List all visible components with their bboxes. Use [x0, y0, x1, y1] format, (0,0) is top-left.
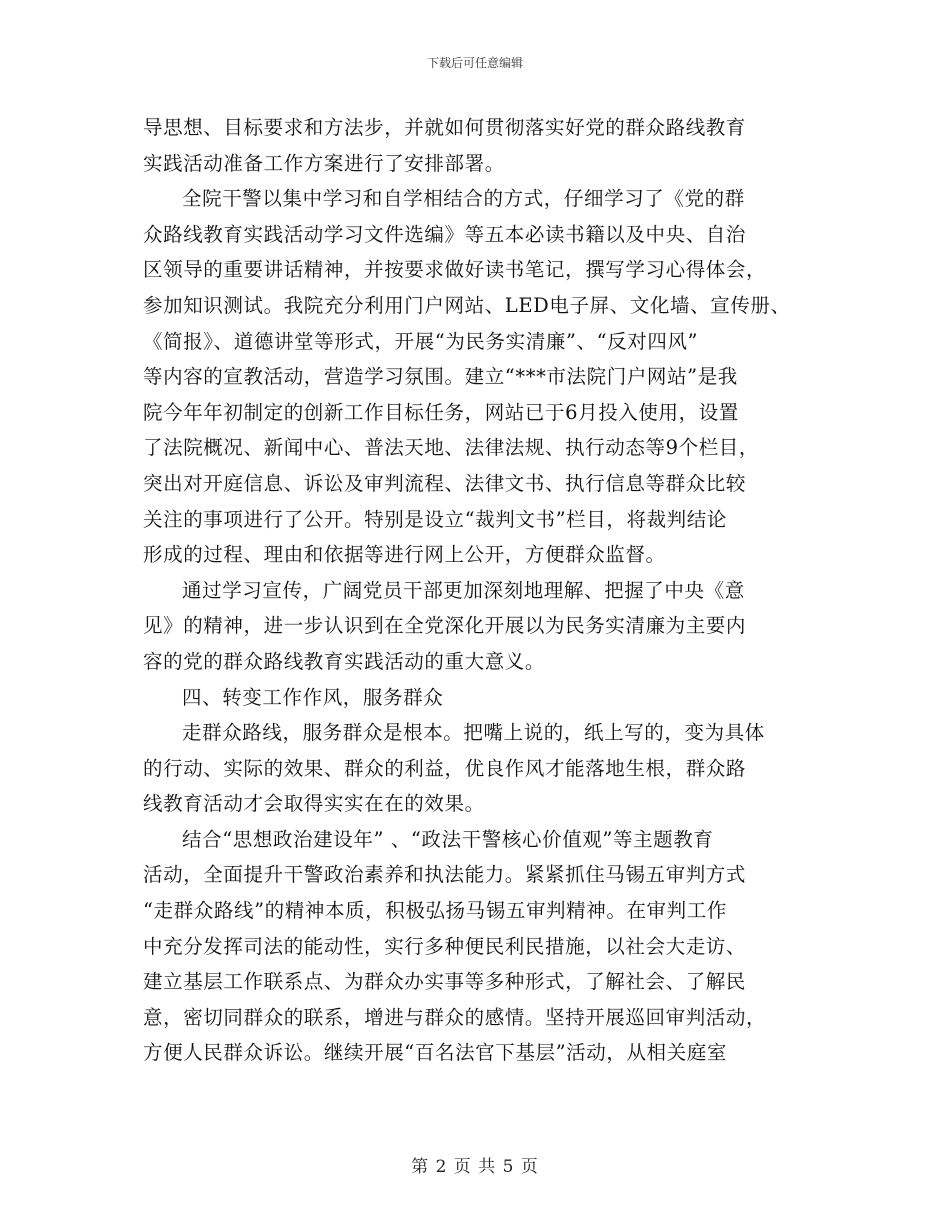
text-line: 区领导的重要讲话精神，并按要求做好读书笔记，撰写学习心得体会，	[143, 258, 767, 282]
text-line: 容的党的群众路线教育实践活动的重大意义。	[143, 649, 546, 673]
text-line: 见》的精神，进一步认识到在全党深化开展以为民务实清廉为主要内	[143, 614, 747, 638]
document-body	[143, 110, 823, 1071]
text-line: 导思想、目标要求和方法步，并就如何贯彻落实好党的群众路线教育	[143, 116, 747, 139]
text-line: 通过学习宣传，广阔党员干部更加深刻地理解、把握了中央《意	[182, 578, 745, 602]
text-line: 了法院概况、新闻中心、普法天地、法律法规、执行动态等9个栏目，	[143, 436, 760, 460]
text-line: 建立基层工作联系点、为群众办实事等多种形式，了解社会、了解民	[143, 970, 747, 994]
text-line: 线教育活动才会取得实实在在的效果。	[143, 792, 485, 816]
text-line: 众路线教育实践活动学习文件选编》等五本必读书籍以及中央、自治	[143, 222, 747, 246]
text-line: 形成的过程、理由和依据等进行网上公开，方便群众监督。	[143, 543, 666, 567]
text-line: 实践活动准备工作方案进行了安排部署。	[143, 151, 505, 175]
text-line: 意，密切同群众的联系，增进与群众的感情。坚持开展巡回审判活动，	[143, 1005, 767, 1029]
text-line: 走群众路线，服务群众是根本。把嘴上说的，纸上写的，变为具体	[182, 721, 765, 745]
text-line: 四、转变工作作风，服务群众	[182, 685, 444, 709]
page-header: 下载后可任意编辑	[426, 56, 523, 70]
text-line: 中充分发挥司法的能动性，实行多种便民利民措施，以社会大走访、	[143, 934, 747, 958]
text-line: 突出对开庭信息、诉讼及审判流程、法律文书、执行信息等群众比较	[143, 471, 747, 495]
text-line: 的行动、实际的效果、群众的利益，优良作风才能落地生根，群众路	[143, 756, 747, 780]
page-footer: 第 2 页 共 5 页	[411, 1157, 539, 1177]
text-line: 《简报》、道德讲堂等形式，开展“为民务实清廉”、“反对四风”	[143, 329, 699, 353]
text-line: 全院干警以集中学习和自学相结合的方式，仔细学习了《党的群	[182, 187, 745, 211]
text-line: 参加知识测试。我院充分利用门户网站、LED电子屏、文化墙、宣传册、	[143, 293, 791, 317]
text-line: 方便人民群众诉讼。继续开展“百名法官下基层”活动，从相关庭室	[143, 1041, 727, 1065]
text-line: 活动，全面提升干警政治素养和执法能力。紧紧抓住马锡五审判方式	[143, 863, 747, 887]
text-line: “走群众路线”的精神本质，积极弘扬马锡五审判精神。在审判工作	[143, 899, 727, 923]
text-line: 院今年年初制定的创新工作目标任务，网站已于6月投入使用，设置	[143, 400, 739, 424]
text-line: 等内容的宣教活动，营造学习氛围。建立“***市法院门户网站”是我	[143, 365, 738, 389]
text-line: 关注的事项进行了公开。特别是设立“裁判文书”栏目，将裁判结论	[143, 507, 727, 531]
text-line: 结合“思想政治建设年” 、“政法干警核心价值观”等主题教育	[182, 827, 714, 851]
